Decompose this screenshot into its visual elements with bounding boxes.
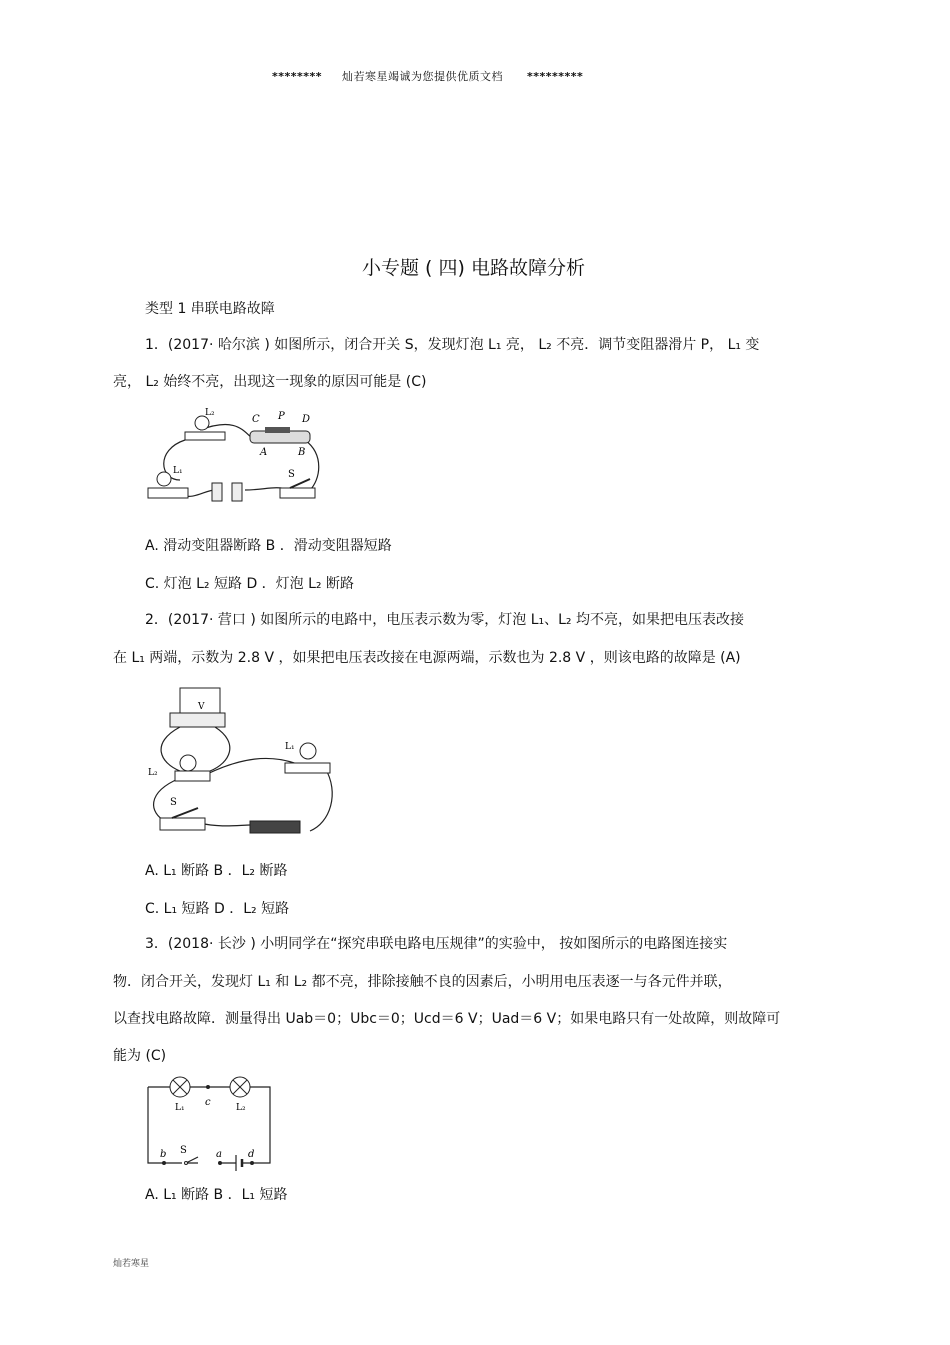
q1-label-s: S — [288, 469, 295, 480]
q3-label-d: d — [248, 1149, 255, 1160]
q1-label-d: D — [302, 414, 311, 425]
q1-label-a: A — [260, 447, 268, 458]
q3-label-s: S — [180, 1145, 187, 1156]
q3-label-c: c — [205, 1097, 211, 1108]
page-footer: 灿若寒星 — [113, 1259, 150, 1269]
q3-option-a-b: A. L₁ 断路 B ．L₁ 短路 — [145, 1187, 288, 1203]
q3-line4: 能为 (C) — [113, 1048, 167, 1064]
q2-option-c-d: C. L₁ 短路 D ．L₂ 短路 — [145, 901, 290, 917]
q3-line2: 物．闭合开关，发现灯 L₁ 和 L₂ 都不亮，排除接触不良的因素后，小明用电压表逐一与各元件并联， — [113, 974, 732, 990]
q1-label-c: C — [252, 414, 260, 425]
q2-label-l2: L₂ — [148, 768, 158, 778]
q1-label-l2: L₂ — [205, 408, 215, 418]
q3-line1: 3．(2018· 长沙 ) 小明同学在“探究串联电路电压规律”的实验中， 按如图所示的电路图连接实 — [145, 936, 728, 952]
page-header — [272, 68, 583, 84]
q1-line2: 亮， L₂ 始终不亮，出现这一现象的原因可能是 (C) — [113, 374, 427, 390]
header-stars-right: ********* — [527, 70, 584, 83]
q1-option-c-d: C. 灯泡 L₂ 短路 D ．灯泡 L₂ 断路 — [145, 576, 354, 592]
q1-label-b: B — [298, 447, 306, 458]
q2-label-v: V — [198, 702, 205, 712]
section-heading: 类型 1 串联电路故障 — [145, 301, 275, 317]
q3-circuit-diagram — [140, 1075, 280, 1175]
q1-label-l1: L₁ — [173, 466, 183, 476]
q3-label-a: a — [216, 1149, 222, 1160]
q1-option-a-b: A. 滑动变阻器断路 B ．滑动变阻器短路 — [145, 538, 392, 554]
q1-label-p: P — [278, 411, 285, 422]
q3-label-l1: L₁ — [175, 1103, 185, 1113]
q2-line2: 在 L₁ 两端，示数为 2.8 V ，如果把电压表改接在电源两端，示数也为 2.8 V ，则该电路的故障是 (A) — [113, 650, 741, 666]
q2-label-s: S — [170, 797, 177, 808]
q2-label-l1: L₁ — [285, 742, 295, 752]
q2-option-a-b: A. L₁ 断路 B ．L₂ 断路 — [145, 863, 288, 879]
q2-circuit-figure — [140, 683, 340, 843]
q3-line3: 以查找电路故障．测量得出 Uab＝0；Ubc＝0；Ucd＝6 V；Uad＝6 V；如果电路只有一处故障，则故障可 — [113, 1011, 781, 1027]
q3-label-l2: L₂ — [236, 1103, 246, 1113]
q3-label-b: b — [160, 1149, 167, 1160]
q2-line1: 2．(2017· 营口 ) 如图所示的电路中，电压表示数为零，灯泡 L₁、L₂ 均不亮，如果把电压表改接 — [145, 612, 744, 628]
header-stars-left: ******** — [272, 70, 323, 83]
page-title: 小专题 ( 四) 电路故障分析 — [362, 257, 585, 279]
q1-circuit-figure — [140, 405, 335, 515]
header-text: 灿若寒星竭诚为您提供优质文档 — [342, 70, 504, 83]
q1-line1: 1．(2017· 哈尔滨 ) 如图所示，闭合开关 S，发现灯泡 L₁ 亮， L₂ 不亮．调节变阻器滑片 P， L₁ 变 — [145, 337, 760, 353]
